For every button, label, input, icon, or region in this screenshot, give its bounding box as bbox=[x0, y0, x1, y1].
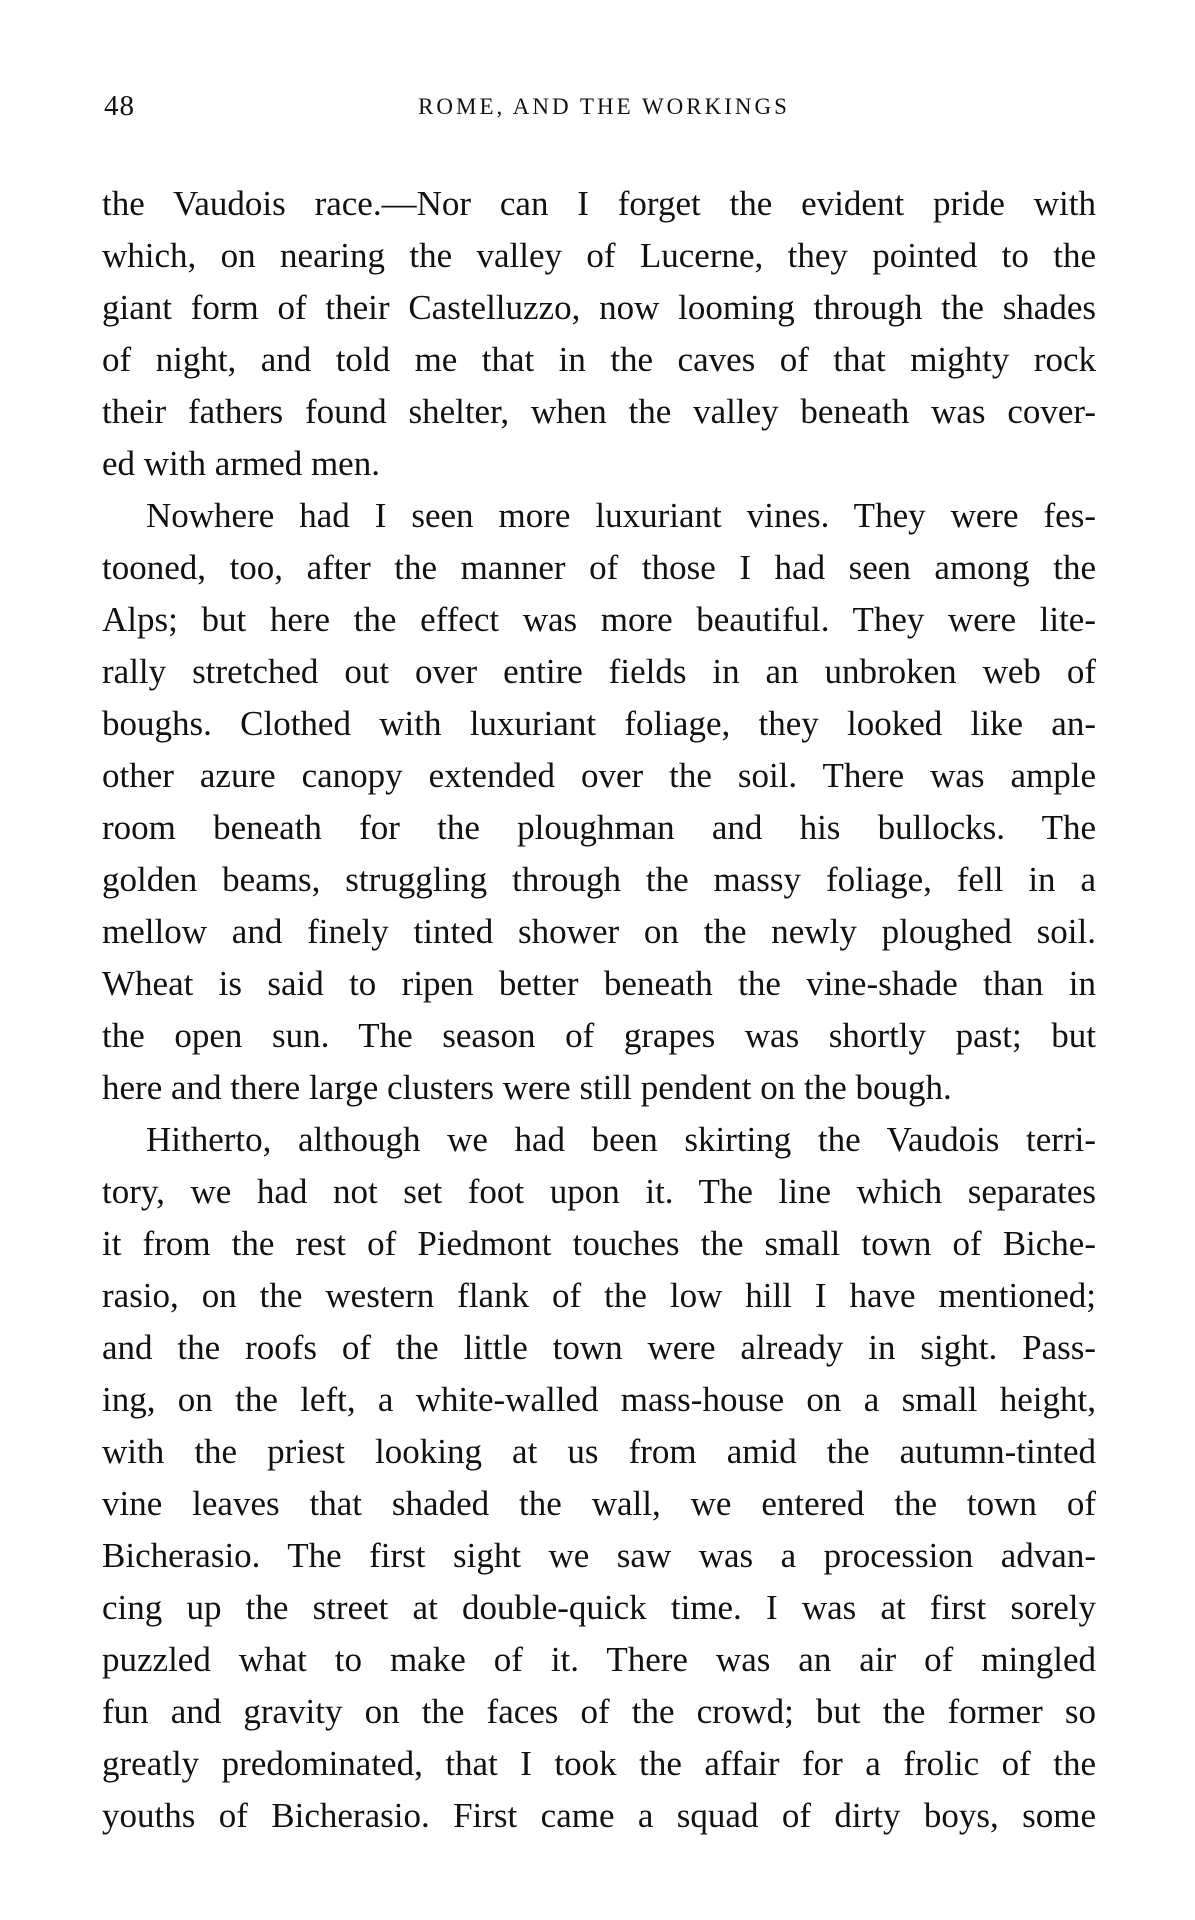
text-line: Wheat is said to ripen better beneath the vine-shade than in bbox=[102, 964, 1096, 1003]
text-line: rally stretched out over entire fields in an unbroken web of bbox=[102, 652, 1096, 691]
text-line: Bicherasio. The first sight we saw was a procession advan- bbox=[102, 1536, 1096, 1575]
text-line: cing up the street at double-quick time. I was at first sorely bbox=[102, 1588, 1096, 1627]
body-text bbox=[102, 178, 1096, 1842]
text-line: Nowhere had I seen more luxuriant vines. They were fes- bbox=[146, 496, 1096, 535]
text-line: it from the rest of Piedmont touches the small town of Biche- bbox=[102, 1224, 1096, 1263]
text-line: Hitherto, although we had been skirting the Vaudois terri- bbox=[146, 1120, 1096, 1159]
text-line: tory, we had not set foot upon it. The line which separates bbox=[102, 1172, 1096, 1211]
text-line: golden beams, struggling through the massy foliage, fell in a bbox=[102, 860, 1096, 899]
text-line: mellow and finely tinted shower on the newly ploughed soil. bbox=[102, 912, 1096, 951]
paragraph-3 bbox=[102, 1114, 1096, 1842]
text-line: fun and gravity on the faces of the crowd; but the former so bbox=[102, 1692, 1096, 1731]
text-line: the Vaudois race.—Nor can I forget the evident pride with bbox=[102, 184, 1096, 223]
text-line: here and there large clusters were still pendent on the bough. bbox=[102, 1068, 952, 1107]
text-line: boughs. Clothed with luxuriant foliage, they looked like an- bbox=[102, 704, 1096, 743]
text-line: with the priest looking at us from amid the autumn-tinted bbox=[102, 1432, 1096, 1471]
text-line: tooned, too, after the manner of those I had seen among the bbox=[102, 548, 1096, 587]
page-number: 48 bbox=[104, 90, 135, 122]
text-line: vine leaves that shaded the wall, we entered the town of bbox=[102, 1484, 1096, 1523]
text-line: rasio, on the western flank of the low hill I have mentioned; bbox=[102, 1276, 1096, 1315]
text-line: room beneath for the ploughman and his bullocks. The bbox=[102, 808, 1096, 847]
paragraph-1 bbox=[102, 178, 1096, 490]
text-line: and the roofs of the little town were already in sight. Pass- bbox=[102, 1328, 1096, 1367]
text-line: other azure canopy extended over the soil. There was ample bbox=[102, 756, 1096, 795]
text-line: Alps; but here the effect was more beautiful. They were lite- bbox=[102, 600, 1096, 639]
running-title: ROME, AND THE WORKINGS bbox=[418, 94, 790, 119]
text-line: their fathers found shelter, when the valley beneath was cover- bbox=[102, 392, 1096, 431]
text-line: ed with armed men. bbox=[102, 444, 380, 483]
text-line: puzzled what to make of it. There was an air of mingled bbox=[102, 1640, 1096, 1679]
running-head bbox=[104, 90, 1104, 130]
text-line: which, on nearing the valley of Lucerne, they pointed to the bbox=[102, 236, 1096, 275]
text-line: of night, and told me that in the caves of that mighty rock bbox=[102, 340, 1096, 379]
text-line: giant form of their Castelluzzo, now looming through the shades bbox=[102, 288, 1096, 327]
text-line: the open sun. The season of grapes was shortly past; but bbox=[102, 1016, 1096, 1055]
paragraph-2 bbox=[102, 490, 1096, 1114]
text-line: ing, on the left, a white-walled mass-house on a small height, bbox=[102, 1380, 1096, 1419]
text-line: youths of Bicherasio. First came a squad of dirty boys, some bbox=[102, 1796, 1096, 1835]
text-line: greatly predominated, that I took the affair for a frolic of the bbox=[102, 1744, 1096, 1783]
